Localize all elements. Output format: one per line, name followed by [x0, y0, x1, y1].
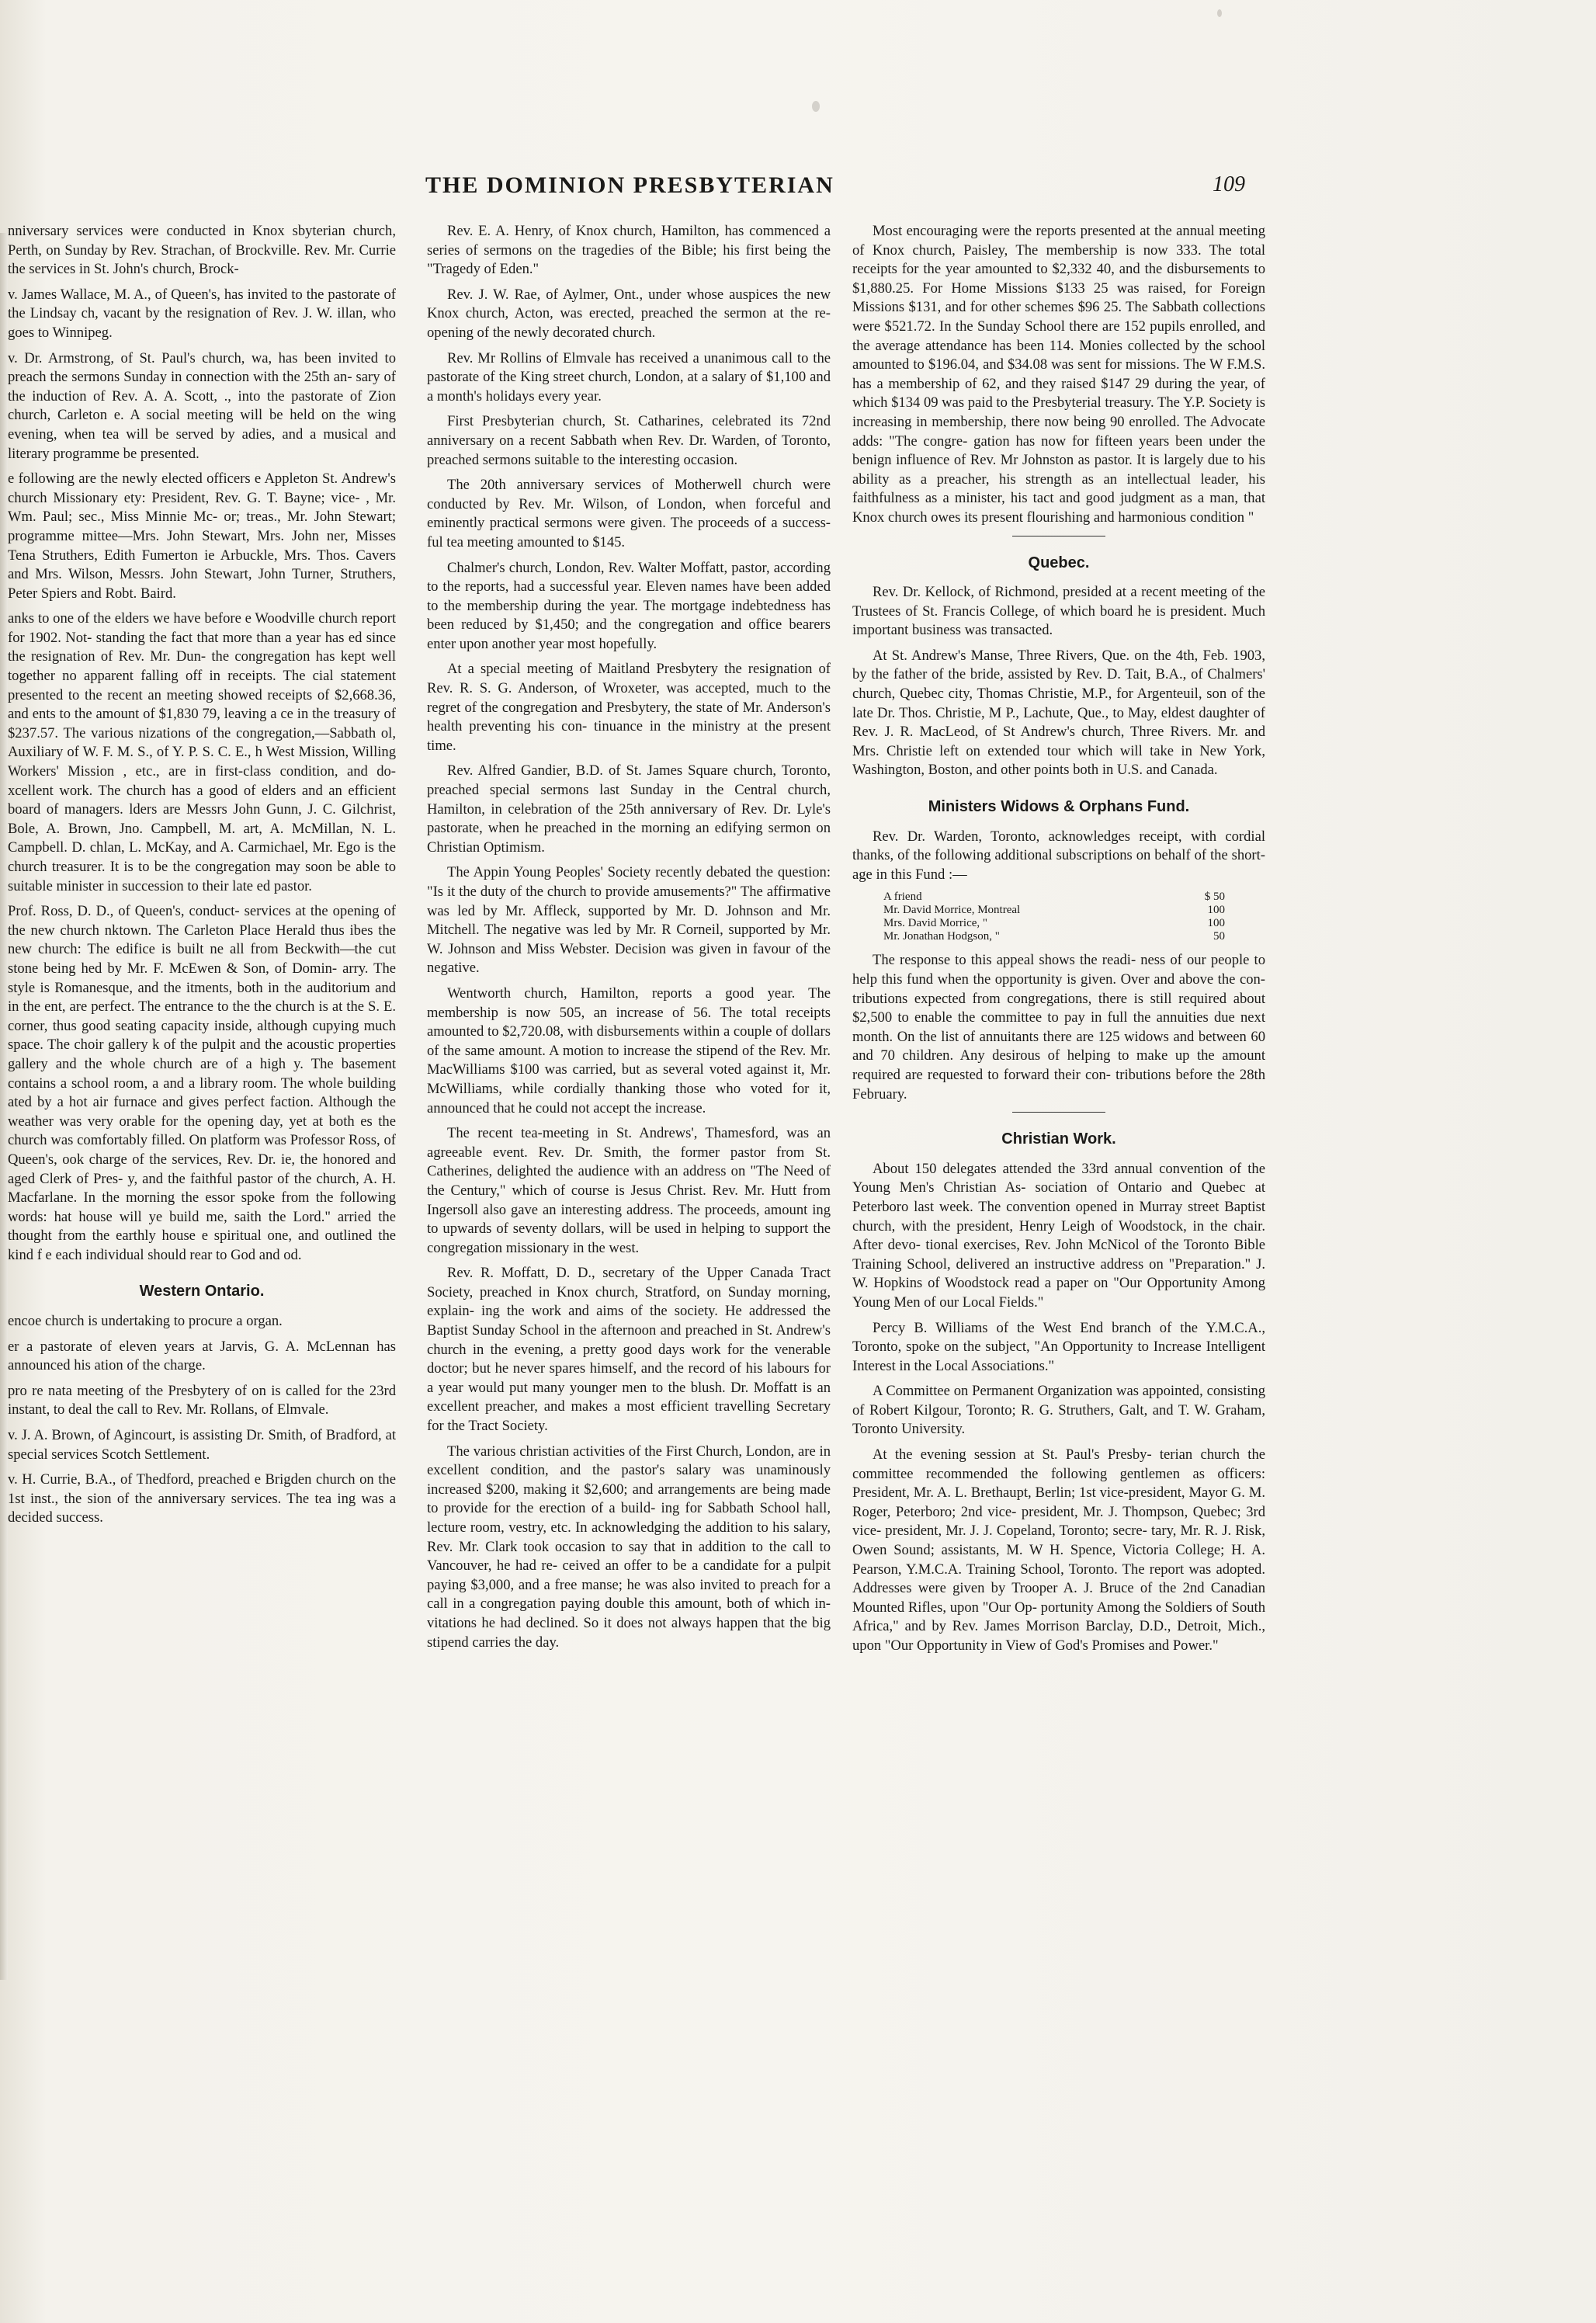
article-paragraph: Rev. Mr Rollins of Elmvale has received a unanimous call to the pastorate of the King street church, London, at a salary of $1,100 and a month's holidays every year. — [427, 349, 831, 405]
column-right — [852, 222, 1265, 1662]
subscription-row — [883, 891, 1225, 904]
ink-smudge — [1217, 9, 1222, 17]
article-paragraph: Rev. J. W. Rae, of Aylmer, Ont., under whose auspices the new Knox church, Acton, was erected, preached the sermon at the re-opening of the newly decorated church. — [427, 286, 831, 341]
subscriber-name: Mr. David Morrice, Montreal — [883, 904, 1021, 917]
article-paragraph: The Appin Young Peoples' Society recently debated the question: "Is it the duty of the church to provide amusements?" The affirmative was led by Mr. Affleck, supported by Mr. D. Johnson and Mr. Mitchell. The negative was led by Mr. R Corneil, supported by Mr. W. Johnson and Miss Webster. Decision was given in favour of the negative. — [427, 864, 831, 977]
article-paragraph: A Committee on Permanent Organization was appointed, consisting of Robert Kilgour, Toronto; R. G. Struthers, Galt, and T. W. Graham, Toronto University. — [852, 1383, 1265, 1438]
article-paragraph: Rev. R. Moffatt, D. D., secretary of the Upper Canada Tract Society, preached in Knox church, Stratford, on Sunday morning, explain- ing the work and aims of the society. He addressed the Baptist Sunday School in the afternoon and preached in St. Andrew's church in the evening, a pretty good days work for the venerable doctor; but he never spares himself, and the record of his labours for a year would put many younger men to the blush. Dr. Moffatt is an excellent preacher, and makes a most efficient travelling Secretary for the Tract Society. — [427, 1265, 831, 1435]
article-paragraph: At the evening session at St. Paul's Presby- terian church the committee recommended the following gentlemen as officers: President, Mr. A. L. Brethaupt, Berlin; 1st vice-president, Mayor G. M. Roger, Peterboro; 2nd vice- president, Mr. J. Thompson, Quebec; 3rd vice- president, Mr. J. J. Copeland, Toronto; secre- tary, Mr. R. J. Risk, Owen Sound; assistants, M. W H. Spence, Victoria College; H. A. Pearson, Y.M.C.A. Training School, Toronto. The report was adopted. Addresses were given by Trooper A. J. Bruce of the 2nd Canadian Mounted Rifles, upon "Our Op- portunity Among the Soldiers of South Africa," and by Rev. James Morrison Barclay, D.D., Detroit, Mich., upon "Our Opportunity in View of God's Promises and Power." — [852, 1446, 1265, 1654]
subscriber-name: Mr. Jonathan Hodgson, " — [883, 930, 1000, 943]
section-heading-widows-fund: Ministers Widows & Orphans Fund. — [928, 798, 1190, 816]
subscription-row — [883, 917, 1225, 930]
article-paragraph: Percy B. Williams of the West End branch of the Y.M.C.A., Toronto, spoke on the subject, "An Opportunity to Increase Intelligent Interest in the Local Associations." — [852, 1319, 1265, 1374]
subscription-amount: 50 — [1213, 930, 1225, 943]
article-paragraph: e following are the newly elected officers e Appleton St. Andrew's church Missionary ety: President, Rev. G. T. Bayne; vice- , Mr. Wm. Paul; sec., Miss Minnie Mc- or; treas., Mr. John Stewart; programme mittee—Mrs. John Stewart, Mrs. John ner, Misses Tena Struthers, Edith Fumerton ie Arbuckle, Mrs. Thos. Cavers and Mrs. Wilson, Messrs. John Stewart, John Turner, Struthers, Peter Spiers and Robt. Baird. — [8, 471, 396, 602]
article-paragraph: The response to this appeal shows the readi- ness of our people to help this fund when the opportunity is given. Over and above the con- tributions expected from congregations, there is still required about $2,500 to enable the committee to pay in full the annuities due next month. On the list of annuitants there are 125 widows and between 60 and 70 children. Any desirous of helping to make up the amount required are requested to forward their con- tributions before the 28th February. — [852, 952, 1265, 1102]
article-paragraph: pro re nata meeting of the Presbytery of on is called for the 23rd instant, to deal the call to Rev. Mr. Rollans, of Elmvale. — [8, 1382, 396, 1418]
article-paragraph: encoe church is undertaking to procure a organ. — [8, 1313, 283, 1330]
subscription-row — [883, 904, 1225, 917]
subscription-amount: 100 — [1207, 904, 1225, 917]
page-header-title: THE DOMINION PRESBYTERIAN — [425, 172, 834, 198]
article-paragraph: Prof. Ross, D. D., of Queen's, conduct- services at the opening of the new church nktown. The Carleton Place Herald thus ibes the new church: The edifice is built ne all from Beckwith—the cut stone being hed by Mr. F. McEwen & Son, of Domin- arry. The style is Romanesque, and the itments, both in the auditorium and in the ent, are perfect. The entrance to the the church is at the S. E. corner, thus good seating capacity inside, although cupying much space. The choir gallery k of the pulpit and the acoustic properties gallery and the whole church are of a high y. The basement contains a school room, a and a library room. The whole building ated by a hot air furnace and gives perfect faction. Although the weather was very orable for the opening day, yet at both es the church was comfortably filled. On platform was Professor Ross, of Queen's, ook charge of the services, Rev. Dr. ie, the honored and aged Clerk of Pres- y, and the faithful pastor of the church, A. H. Macfarlane. In the morning the essor spoke from the following words: hat house will ye build me, saith the Lord." arried the thought from the earthly house e spiritual one, and outlined the kind f e each individual should rear to God and od. — [8, 903, 396, 1263]
page-number: 109 — [1213, 172, 1245, 196]
subscription-amount: $ 50 — [1204, 891, 1225, 904]
subscription-amount: 100 — [1207, 917, 1225, 930]
article-paragraph: Rev. Alfred Gandier, B.D. of St. James Square church, Toronto, preached special sermons last Sunday in the Central church, Hamilton, in celebration of the 25th anniversary of Rev. Dr. Lyle's pastorate, when he preached in the morning an edifying sermon on Christian Optimism. — [427, 762, 831, 856]
article-paragraph: At St. Andrew's Manse, Three Rivers, Que. on the 4th, Feb. 1903, by the father of the bride, assisted by Rev. D. Tait, B.A., of Chalmers' church, Quebec city, Thomas Christie, M.P., for Argenteuil, son of the late Dr. Thos. Christie, M P., Lachute, Que., to May, eldest daughter of Rev. J. R. MacLeod, of St Andrew's church, Three Rivers. Mr. and Mrs. Christie left on extended tour which will take in New York, Washington, Boston, and other points both in U.S. and Canada. — [852, 647, 1265, 779]
article-paragraph: Rev. Dr. Kellock, of Richmond, presided at a recent meeting of the Trustees of St. Francis College, of which board he is president. Much important business was transacted. — [852, 584, 1265, 639]
article-paragraph: The various christian activities of the First Church, London, are in excellent condition, and the pastor's salary was unaminously increased $200, making it $2,600; and arrangements are being made to provide for the erection of a build- ing for Sabbath School hall, lecture room, vestry, etc. In acknowledging the addition to his salary, Rev. Mr. Clark took occasion to say that in addition to the call to Vancouver, he had re- ceived an offer to be a candidate for a pulpit paying $3,000, and a free manse; he was also invited to preach for a call in a congregation paying double this amount, both of which in- vitations he had declined. So it does not always happen that the big stipend carries the day. — [427, 1443, 831, 1651]
subscriber-name: A friend — [883, 891, 922, 904]
page-left-edge-shadow — [0, 233, 8, 1980]
section-heading-western-ontario: Western Ontario. — [139, 1283, 265, 1300]
article-paragraph: er a pastorate of eleven years at Jarvis, G. A. McLennan has announced his ation of the charge. — [8, 1338, 396, 1374]
article-paragraph: Wentworth church, Hamilton, reports a good year. The membership is now 505, an increase of 56. The total receipts amounted to $2,720.08, with disbursements within a couple of dollars of the same amount. A motion to increase the stipend of the Rev. Mr. MacWilliams $100 was carried, but as several voted against it, Mr. McWilliams, while cordially thanking those who voted for it, announced that he could not accept the increase. — [427, 984, 831, 1116]
article-paragraph: v. J. A. Brown, of Agincourt, is assisting Dr. Smith, of Bradford, at special services Scotch Settlement. — [8, 1427, 396, 1463]
section-divider — [1012, 1112, 1105, 1113]
article-paragraph: Rev. E. A. Henry, of Knox church, Hamilton, has commenced a series of sermons on the tragedies of the Bible; his first being the "Tragedy of Eden." — [427, 223, 831, 278]
column-left — [8, 222, 396, 1534]
section-heading-christian-work: Christian Work. — [1001, 1130, 1116, 1148]
subscriber-name: Mrs. David Morrice, " — [883, 917, 988, 930]
article-paragraph: First Presbyterian church, St. Catharines, celebrated its 72nd anniversary on a recent Sabbath when Rev. Dr. Warden, of Toronto, preached sermons suitable to the interesting occasion. — [427, 413, 831, 468]
subscription-row — [883, 930, 1225, 943]
article-paragraph: Rev. Dr. Warden, Toronto, acknowledges receipt, with cordial thanks, of the following additional subscriptions on behalf of the short- age in this Fund :— — [852, 828, 1265, 883]
article-paragraph: The recent tea-meeting in St. Andrews', Thamesford, was an agreeable event. Rev. Dr. Smith, the former pastor from St. Catherines, delighted the audience with an address on "The Need of the Century," which of course is Jesus Christ. Rev. Mr. Hutt from Ingersoll also gave an interesting address. The proceeds, amount ing to upwards of seventy dollars, will be used in helping to support the congregation missionary in the west. — [427, 1125, 831, 1256]
article-paragraph: At a special meeting of Maitland Presbytery the resignation of Rev. R. S. G. Anderson, of Wroxeter, was accepted, much to the regret of the congregation and Presbytery, the state of Mr. Anderson's health preventing his con- tinuance in the ministry at the present time. — [427, 661, 831, 754]
ink-smudge — [812, 101, 820, 112]
article-paragraph: Chalmer's church, London, Rev. Walter Moffatt, pastor, according to the reports, had a successful year. Eleven names have been added to the membership during the year. The mortgage indebtedness has been reduced by $1,450; and the congregation and office bearers enter upon another year most hopefully. — [427, 559, 831, 652]
section-heading-quebec: Quebec. — [1028, 554, 1090, 571]
subscription-list — [883, 891, 1225, 943]
article-paragraph: Most encouraging were the reports presented at the annual meeting of Knox church, Paisley, The membership is now 333. The total receipts for the year amounted to $2,332 40, and the disbursements to $1,880.25. For Home Missions $133 25 was raised, for Foreign Missions $131, and for other schemes $96 25. The Sabbath collections were $521.72. In the Sunday School there are 152 pupils enrolled, and the average attendance has been 114. Monies collected by the school amounted to $196.04, and $34.08 was sent for missions. The W F.M.S. has a membership of 62, and they raised $147 29 during the year, of which $134 09 was paid to the Presbyterial treasury. The Y.P. Society is increasing in membership, there now being 90 enrolled. The Advocate adds: "The congre- gation has now for fifteen years been under the benign influence of Rev. Mr Johnston as pastor. It is largely due to his ability as a preacher, his strength as an intellectual leader, his faithfulness as a minister, his tact and good judgment as a man, that Knox church owes its present flourishing and harmonious condition " — [852, 223, 1265, 526]
article-paragraph: v. James Wallace, M. A., of Queen's, has invited to the pastorate of the Lindsay ch, vacant by the resignation of Rev. J. W. illan, who goes to Winnipeg. — [8, 286, 396, 341]
article-paragraph: nniversary services were conducted in Knox sbyterian church, Perth, on Sunday by Rev. Strachan, of Brockville. Rev. Mr. Currie the services in St. John's church, Brock- — [8, 223, 396, 278]
article-paragraph: v. H. Currie, B.A., of Thedford, preached e Brigden church on the 1st inst., the sion of the anniversary services. The tea ing was a decided success. — [8, 1471, 396, 1526]
article-paragraph: v. Dr. Armstrong, of St. Paul's church, wa, has been invited to preach the sermons Sunday in connection with the 25th an- sary of the induction of Rev. A. A. Scott, ., into the pastorate of Zion church, Carleton e. A social meeting will be held on the wing evening, when tea will be served by adies, and a musical and literary programme be presented. — [8, 349, 396, 462]
article-paragraph: anks to one of the elders we have before e Woodville church report for 1902. Not- standing the fact that more than a year has ed since the resignation of Rev. Mr. Dun- the congregation has kept well together no apparent falling off in receipts. The cial statement presented to the recent an meeting showed receipts of $2,668.36, and ents to the amount of $1,830 79, leaving a ce in the treasury of $237.57. The various nizations of the congregation,—Sabbath ol, Auxiliary of W. F. M. S., of Y. P. S. C. E., h West Mission, Willing Workers' Mission , etc., are in first-class condition, and do- xcellent work. The church has a good of elders and an efficient board of managers. lders are Messrs John Gunn, J. C. Gilchrist, Bole, A. Brown, Jno. Campbell, M. art, A. McMillan, N. L. Campbell. D. chlan, L. McKay, and A. Carmichael, Mr. Ego is the church treasurer. It is to be the congregation may soon be able to suitable minister in succession to their late ed pastor. — [8, 610, 396, 894]
article-paragraph: The 20th anniversary services of Motherwell church were conducted by Rev. Mr. Wilson, of London, when forceful and eminently practical sermons were given. The proceeds of a success- ful tea meeting amounted to $145. — [427, 477, 831, 550]
article-paragraph: About 150 delegates attended the 33rd annual convention of the Young Men's Christian As- sociation of Ontario and Quebec at Peterboro last week. The convention opened in Murray street Baptist church, with the president, Henry Leigh of Woodstock, in the chair. After devo- tional exercises, Rev. John McNicol of the Toronto Bible Training School, delivered an instructive address on "Preparation." J. W. Hopkins of Woodstock read a paper on "Our Opportunity Among Young Men of our Local Fields." — [852, 1160, 1265, 1311]
column-middle — [427, 222, 831, 1658]
